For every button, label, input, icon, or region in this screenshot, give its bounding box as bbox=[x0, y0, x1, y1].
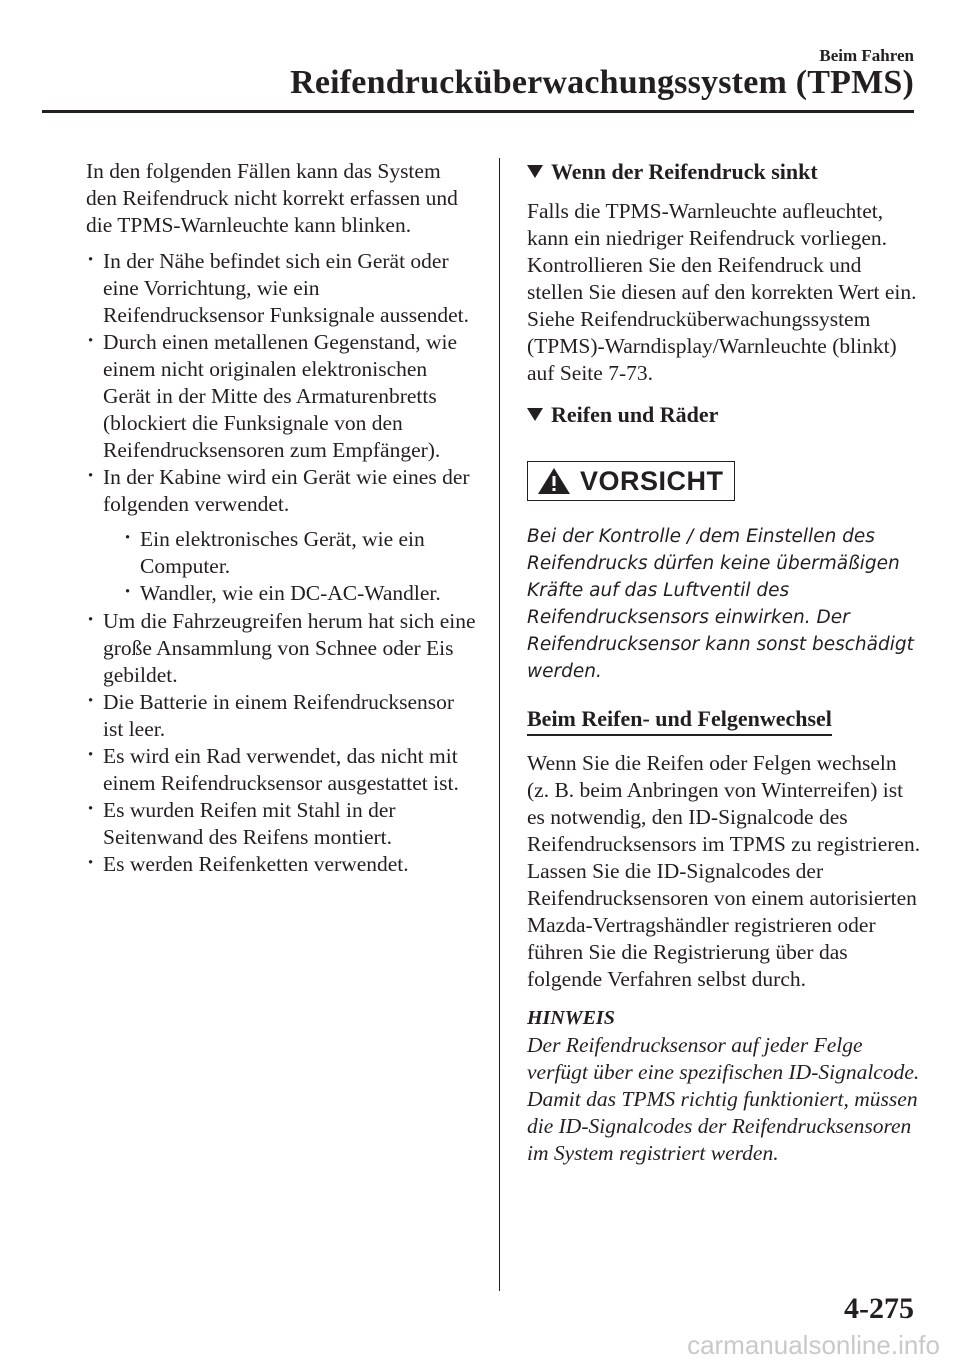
section-label: Beim Fahren bbox=[819, 46, 914, 65]
sub-list-item: · Wandler, wie ein DC-AC-Wandler. bbox=[123, 580, 476, 607]
body-paragraph: Lassen Sie die ID-Signalcodes der Reifendrucksensoren von einem autorisierten Mazda-Vertragshändler registrieren oder führen Sie die Registrierung über das folgende Verfahren selbst durch. bbox=[527, 859, 917, 991]
section-heading bbox=[527, 158, 922, 185]
condition-list bbox=[86, 248, 476, 878]
body-paragraph: Falls die TPMS-Warnleuchte aufleuchtet, kann ein niedriger Reifendruck vorliegen. Kontrollieren Sie den Reifendruck und stellen Sie diesen auf den korrekten Wert ein. bbox=[527, 199, 917, 304]
sub-list-item: · Ein elektronisches Gerät, wie ein Computer. bbox=[123, 526, 476, 580]
triangle-down-icon bbox=[527, 165, 543, 178]
body-paragraph: Wenn Sie die Reifen oder Felgen wechseln (z. B. beim Anbringen von Winterreifen) ist es notwendig, den ID-Signalcode des Reifendrucksensors im TPMS zu registrieren. bbox=[527, 751, 921, 856]
header-rule bbox=[42, 110, 914, 113]
triangle-down-icon bbox=[527, 408, 543, 421]
list-item: · In der Nähe befindet sich ein Gerät oder eine Vorrichtung, wie ein Reifendrucksensor Funksignale aussendet. bbox=[86, 248, 476, 329]
list-item bbox=[86, 464, 476, 607]
note-label: HINWEIS bbox=[527, 1007, 615, 1029]
body-paragraph: Siehe Reifendrucküberwachungssystem (TPMS)-Warndisplay/Warnleuchte (blinkt) auf Seite 7-73. bbox=[527, 307, 897, 385]
sub-heading: Beim Reifen- und Felgenwechsel bbox=[527, 705, 832, 736]
caution-label: VORSICHT bbox=[580, 465, 724, 496]
caution-box bbox=[527, 461, 735, 501]
list-item-text: In der Kabine wird ein Gerät wie eines der folgenden verwendet. bbox=[103, 465, 470, 516]
section-heading-text: Reifen und Räder bbox=[551, 402, 719, 427]
list-item: · Es werden Reifenketten verwendet. bbox=[86, 851, 476, 878]
list-item: · Es wurden Reifen mit Stahl in der Seitenwand des Reifens montiert. bbox=[86, 797, 476, 851]
watermark: carmanualsonline.info bbox=[687, 1330, 940, 1360]
left-column bbox=[86, 158, 476, 878]
page-number: 4-275 bbox=[844, 1292, 914, 1325]
list-item: · Um die Fahrzeugreifen herum hat sich eine große Ansammlung von Schnee oder Eis gebildet. bbox=[86, 608, 476, 689]
note-text: Der Reifendrucksensor auf jeder Felge verfügt über eine spezifischen ID-Signalcode. Damit das TPMS richtig funktioniert, müssen die ID-Signalcodes der Reifendrucksensoren im System registriert werden. bbox=[527, 1033, 920, 1165]
sub-list bbox=[103, 526, 476, 607]
list-item: · Die Batterie in einem Reifendrucksensor ist leer. bbox=[86, 689, 476, 743]
warning-icon bbox=[536, 466, 572, 496]
caution-text: Bei der Kontrolle / dem Einstellen des Reifendrucks dürfen keine übermäßigen Kräfte auf das Luftventil des Reifendrucksensors einwirken. Der Reifendrucksensor kann sonst beschädigt werden. bbox=[527, 526, 914, 682]
intro-paragraph: In den folgenden Fällen kann das System den Reifendruck nicht korrekt erfassen und die TPMS-Warnleuchte kann blinken. bbox=[86, 159, 458, 237]
section-heading bbox=[527, 401, 922, 428]
list-item: · Es wird ein Rad verwendet, das nicht mit einem Reifendrucksensor ausgestattet ist. bbox=[86, 743, 476, 797]
page-title: Reifendrucküberwachungssystem (TPMS) bbox=[290, 64, 914, 101]
list-item: · Durch einen metallenen Gegenstand, wie einem nicht originalen elektronischen Gerät in der Mitte des Armaturenbretts (blockiert die Funksignale von den Reifendrucksensoren zum Empfänger). bbox=[86, 329, 476, 464]
right-column bbox=[527, 158, 922, 1167]
column-divider bbox=[499, 158, 500, 1291]
section-heading-text: Wenn der Reifendruck sinkt bbox=[551, 159, 818, 184]
